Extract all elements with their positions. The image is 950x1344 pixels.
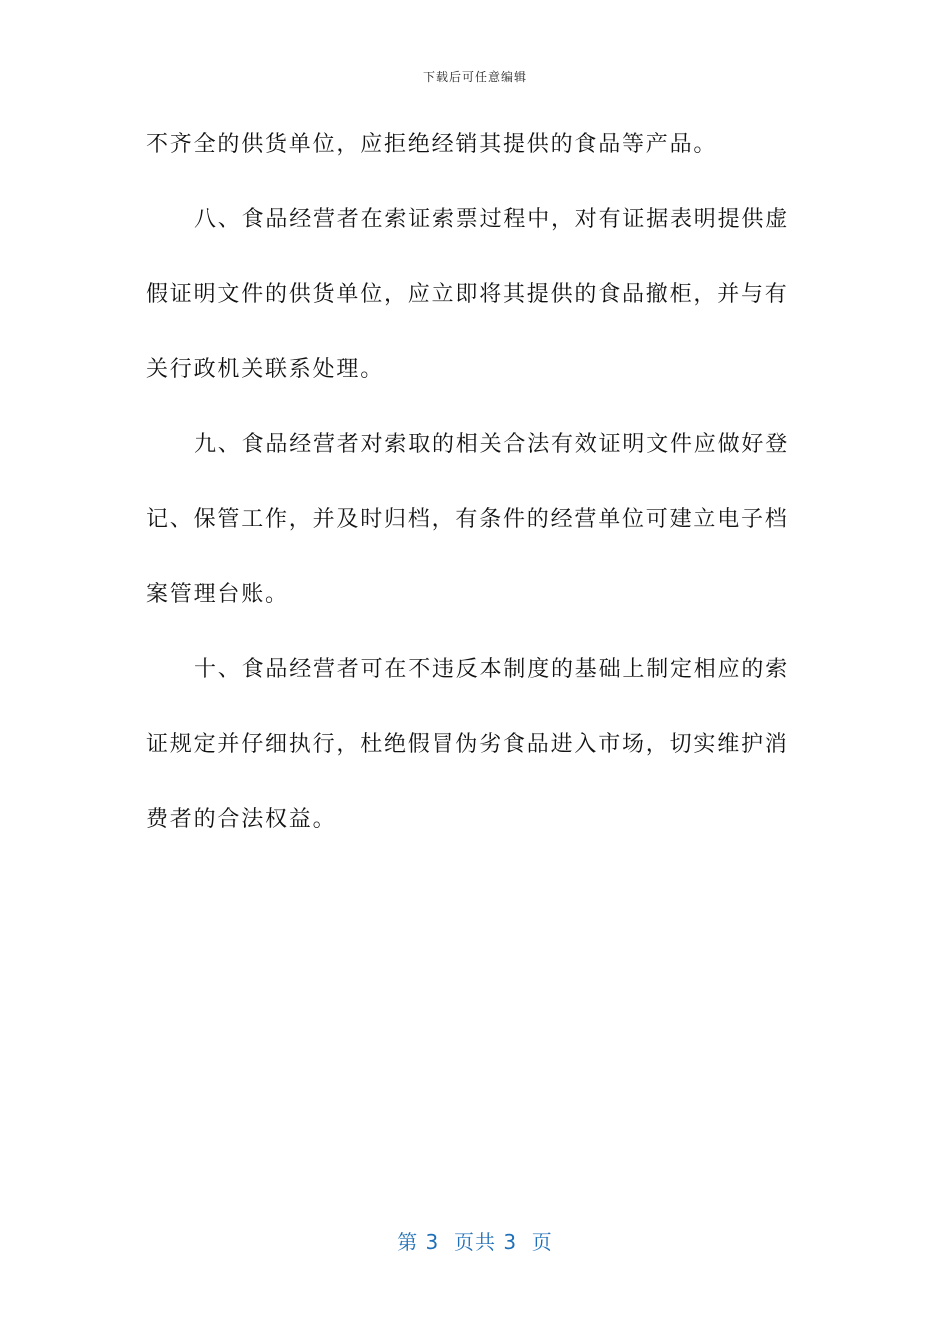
page-header-note: 下载后可任意编辑 — [422, 70, 527, 84]
paragraph-eight-start: 八、食品经营者在索证索票过程中，对有证据表明提供虚 — [194, 207, 790, 232]
body-line: 费者的合法权益。 — [146, 807, 337, 832]
body-line: 假证明文件的供货单位，应立即将其提供的食品撤柜，并与有 — [146, 282, 789, 307]
body-line: 不齐全的供货单位，应拒绝经销其提供的食品等产品。 — [146, 132, 718, 157]
paragraph-nine-start: 九、食品经营者对索取的相关合法有效证明文件应做好登 — [194, 432, 790, 457]
body-line: 证规定并仔细执行，杜绝假冒伪劣食品进入市场，切实维护消 — [146, 732, 789, 757]
paragraph-ten-start: 十、食品经营者可在不违反本制度的基础上制定相应的索 — [194, 657, 790, 682]
page-number-footer: 第 3 页共 3 页 — [397, 1230, 553, 1254]
body-line: 案管理台账。 — [146, 582, 289, 607]
body-line: 记、保管工作，并及时归档，有条件的经营单位可建立电子档 — [146, 507, 789, 532]
document-body — [146, 126, 792, 876]
body-line: 关行政机关联系处理。 — [146, 357, 385, 382]
